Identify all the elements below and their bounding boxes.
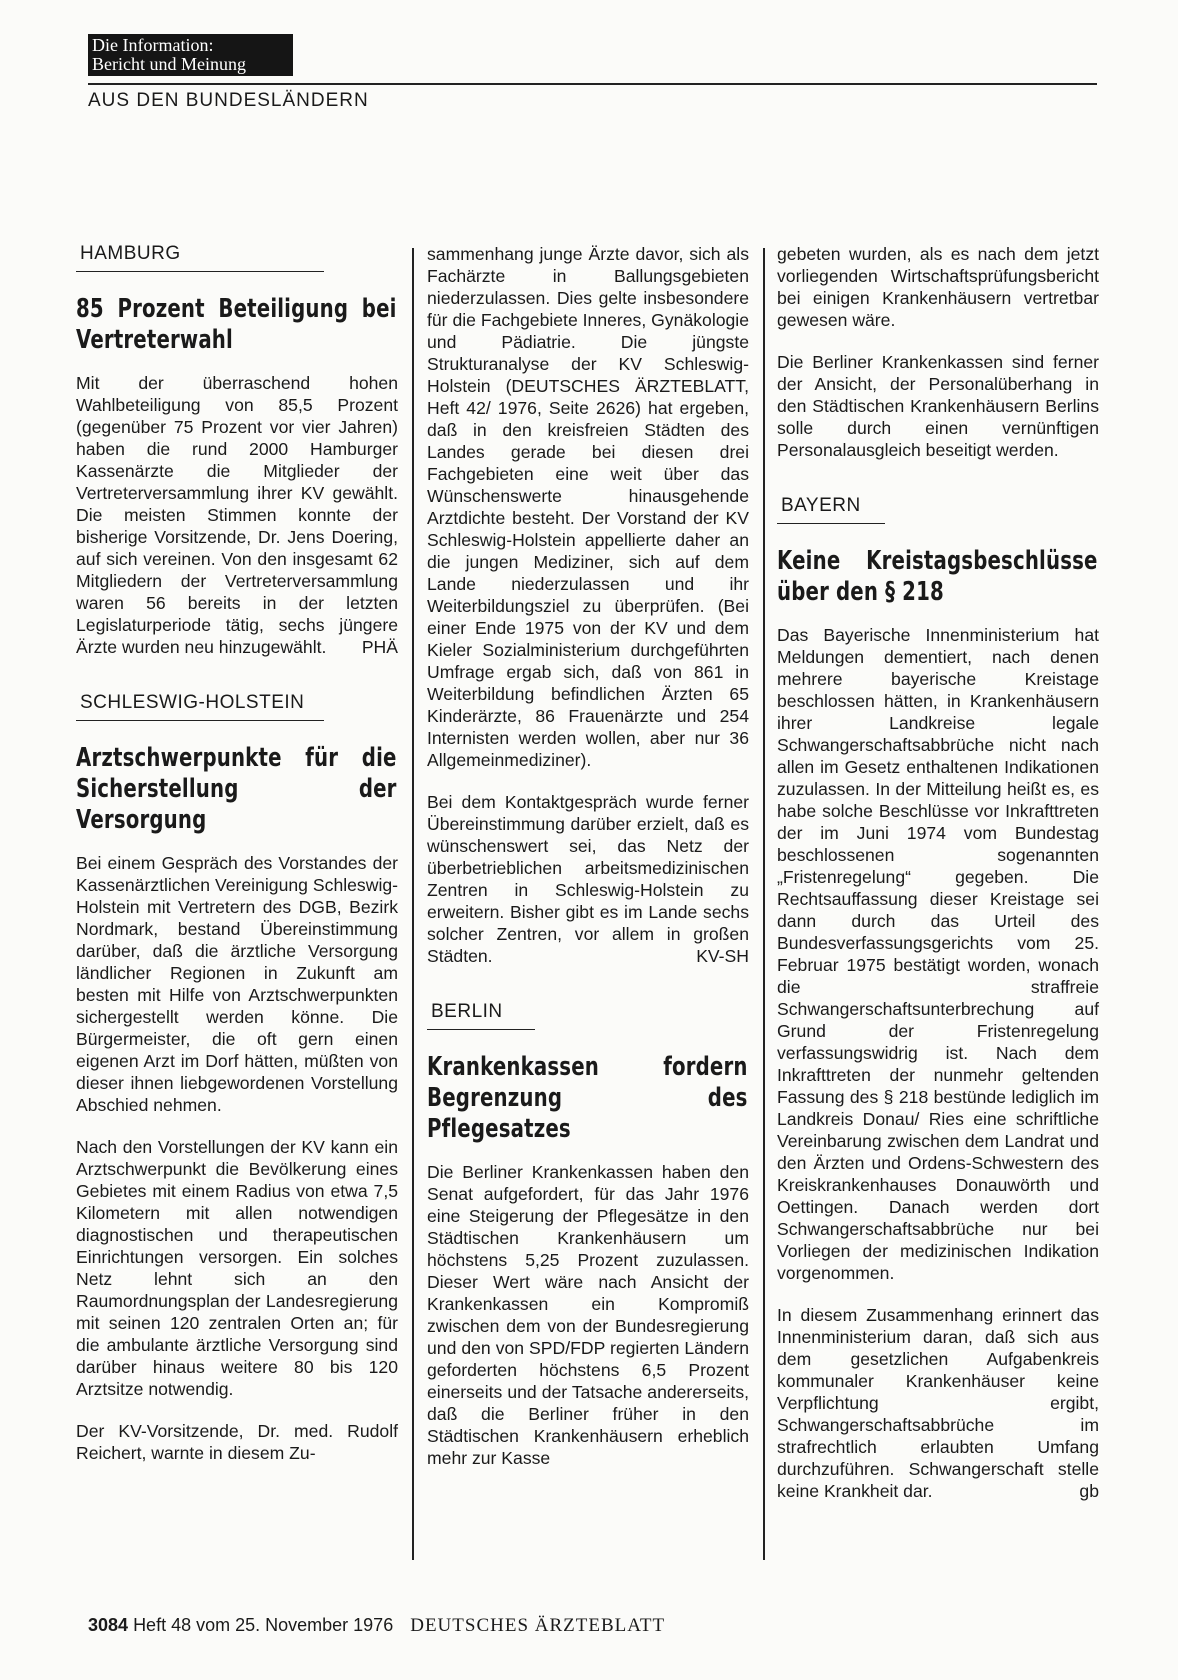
page-footer [88,1615,665,1637]
column-3 [777,243,1099,1522]
paragraph: Das Bayerische Innenministerium hat Meldungen dementiert, nach denen mehrere bayerische Kreistage beschlossen hätten, in Krankenhäusern ihrer Landkreise legale Schwangerschaftsabbrüche nicht nach allen im Gesetz enthaltenen Indikationen zuzulassen. In der Mitteilung heißt es, es habe solche Beschlüsse vor Inkrafttreten der im Juni 1974 vom Bundestag beschlossenen sogenannten „Fristenregelung“ gegeben. Die Rechtsauffassung dieser Kreistage sei dann durch das Urteil des Bundesverfassungsgerichts vom 25. Februar 1975 bestätigt worden, wonach die straffreie Schwangerschaftsunterbrechung auf Grund der Fristenregelung verfassungswidrig ist. Nach dem Inkrafttreten der nunmehr geltenden Fassung des § 218 bestünde lediglich im Landkreis Donau/ Ries eine schriftliche Vereinbarung zwischen dem Landrat und den Ärzten und Ordens-Schwestern des Kreiskrankenhauses Donauwörth und Oettingen. Danach werden dort Schwangerschaftsabbrüche nur bei Vorliegen der medizinischen Indikation vorgenommen. [777,625,1099,1283]
region-label-bayern: BAYERN [777,495,885,524]
section-title: AUS DEN BUNDESLÄNDERN [88,90,369,111]
schleswig-text: Bei dem Kontaktgespräch wurde ferner Übereinstimmung darüber erzielt, daß es wünschenswert sei, das Netz der überbetrieblichen arbeitsmedizinischen Zentren in Schleswig-Holstein zu erweitern. Bisher gibt es im Lande sechs solcher Zentren, vor allem in großen Städten. [427,792,749,966]
paragraph: Der KV-Vorsitzende, Dr. med. Rudolf Reichert, warnte in diesem Zu- [76,1421,398,1463]
issue-info: Heft 48 vom 25. November 1976 [133,1615,394,1635]
paragraph: Nach den Vorstellungen der KV kann ein Arztschwerpunkt die Bevölkerung eines Gebietes mit einem Radius von etwa 7,5 Kilometern mit allen notwendigen diagnostischen und therapeutischen Einrichtungen versorgen. Ein solches Netz lehnt sich an den Raumordnungsplan der Landesregierung mit seinen 120 zentralen Orten an; für die ambulante ärztliche Versorgung sind darüber hinaus weitere 80 bis 120 Arztsitze notwendig. [76,1137,398,1399]
masthead [88,34,293,76]
top-rule [88,83,1097,85]
paragraph [427,791,749,967]
journal-name: DEUTSCHES ÄRZTEBLATT [410,1615,666,1636]
region-label-berlin: BERLIN [427,1001,535,1030]
paragraph: sammenhang junge Ärzte davor, sich als Fachärzte in Ballungsgebieten niederzulassen. Dies gelte insbesondere für die Fachgebiete Inneres, Gynäkologie und Pädiatrie. Die jüngste Strukturanalyse der KV Schleswig-Holstein (DEUTSCHES ÄRZTEBLATT, Heft 42/ 1976, Seite 2626) hat ergeben, daß in den kreisfreien Städten des Landes gerade bei diesen drei Fachgebieten eine weit über das Wünschenswerte hinausgehende Arztdichte besteht. Der Vorstand der KV Schleswig-Holstein appellierte daher an die jungen Mediziner, sich auf dem Lande niederzulassen und ihr Weiterbildungsziel zu überprüfen. (Bei einer Ende 1975 von der KV und dem Kieler Sozialministerium durchgeführten Umfrage ergab sich, daß von 861 in Weiterbildung befindlichen Ärzten 65 Kinderärzte, 86 Frauenärzte und 254 Internisten werden wollen, aber nur 36 Allgemeinmediziner). [427,244,749,770]
bayern-text: In diesem Zusammenhang erinnert das Innenministerium daran, daß sich aus dem gesetzlichen Aufgabenkreis kommunaler Krankenhäuser keine Verpflichtung ergibt, Schwangerschaftsabbrüche im strafrechtlich erlaubten Umfang durchzuführen. Schwangerschaft stelle keine Krankheit dar. [777,1305,1099,1501]
column-1 [76,243,398,1484]
masthead-line-1: Die Information: [92,35,214,55]
column-divider [763,248,765,1560]
paragraph: Bei einem Gespräch des Vorstandes der Kassenärztlichen Vereinigung Schleswig-Holstein mit Vertretern des DGB, Bezirk Nordmark, bestand Übereinstimmung darüber, daß die ärztliche Versorgung ländlicher Regionen in Zukunft am besten mit Hilfe von Arztschwerpunkten sichergestellt werden könne. Die Bürgermeister, die oft gern einen eigenen Arzt im Dorf hätten, müßten von dieser ihnen liebgewordenen Vorstellung Abschied nehmen. [76,853,398,1115]
column-2 [427,243,749,1489]
masthead-line-2: Bericht und Meinung [92,54,246,74]
column-divider [412,248,414,1560]
article-body-hamburg [76,372,398,658]
region-label-hamburg: HAMBURG [76,243,324,272]
paragraph [777,1304,1099,1502]
paragraph: gebeten wurden, als es nach dem jetzt vorliegenden Wirtschaftsprüfungsbericht bei einigen Krankenhäusern vertretbar gewesen wäre. [777,244,1099,330]
paragraph: Die Berliner Krankenkassen haben den Senat aufgefordert, für das Jahr 1976 eine Steigerung der Pflegesätze in den Städtischen Krankenhäusern um höchstens 5,25 Prozent zuzulassen. Dieser Wert wäre nach Ansicht der Krankenkassen ein Kompromiß zwischen dem von der Bundesregierung und den von SPD/FDP regierten Ländern geforderten höchstens 6,5 Prozent einerseits und der Tatsache andererseits, daß die Berliner früher in den Städtischen Krankenhäusern erheblich mehr zur Kasse [427,1162,749,1468]
signature-hamburg: PHÄ [361,637,398,657]
headline-bayern: Keine Kreistagsbeschlüsse über den § 218 [777,546,1098,607]
headline-berlin: Krankenkassen fordern Begrenzung des Pflegesatzes [427,1052,748,1144]
hamburg-text: Mit der überraschend hohen Wahlbeteiligung von 85,5 Prozent (gegenüber 75 Prozent vor vier Jahren) haben die rund 2000 Hamburger Kassenärzte die Mitglieder der Vertreterversammlung ihrer KV gewählt. Die meisten Stimmen konnte der bisherige Vorsitzende, Dr. Jens Doering, auf sich vereinen. Von den insgesamt 62 Mitgliedern der Vertreterversammlung waren 56 bereits in der letzten Legislaturperiode tätig, sechs jüngere Ärzte wurden neu hinzugewählt. [76,373,398,657]
signature-bayern: gb [1079,1481,1099,1501]
page-number: 3084 [88,1615,129,1635]
headline-hamburg: 85 Prozent Beteiligung bei Vertreterwahl [76,294,397,355]
signature-schleswig-holstein: KV-SH [696,946,749,966]
region-label-schleswig-holstein: SCHLESWIG-HOLSTEIN [76,692,324,721]
headline-schleswig-holstein: Arztschwerpunkte für die Sicherstellung der Versorgung [76,743,397,835]
paragraph: Die Berliner Krankenkassen sind ferner der Ansicht, der Personalüberhang in den Städtischen Krankenhäusern Berlins solle durch einen vernünftigen Personalausgleich beseitigt werden. [777,352,1099,460]
